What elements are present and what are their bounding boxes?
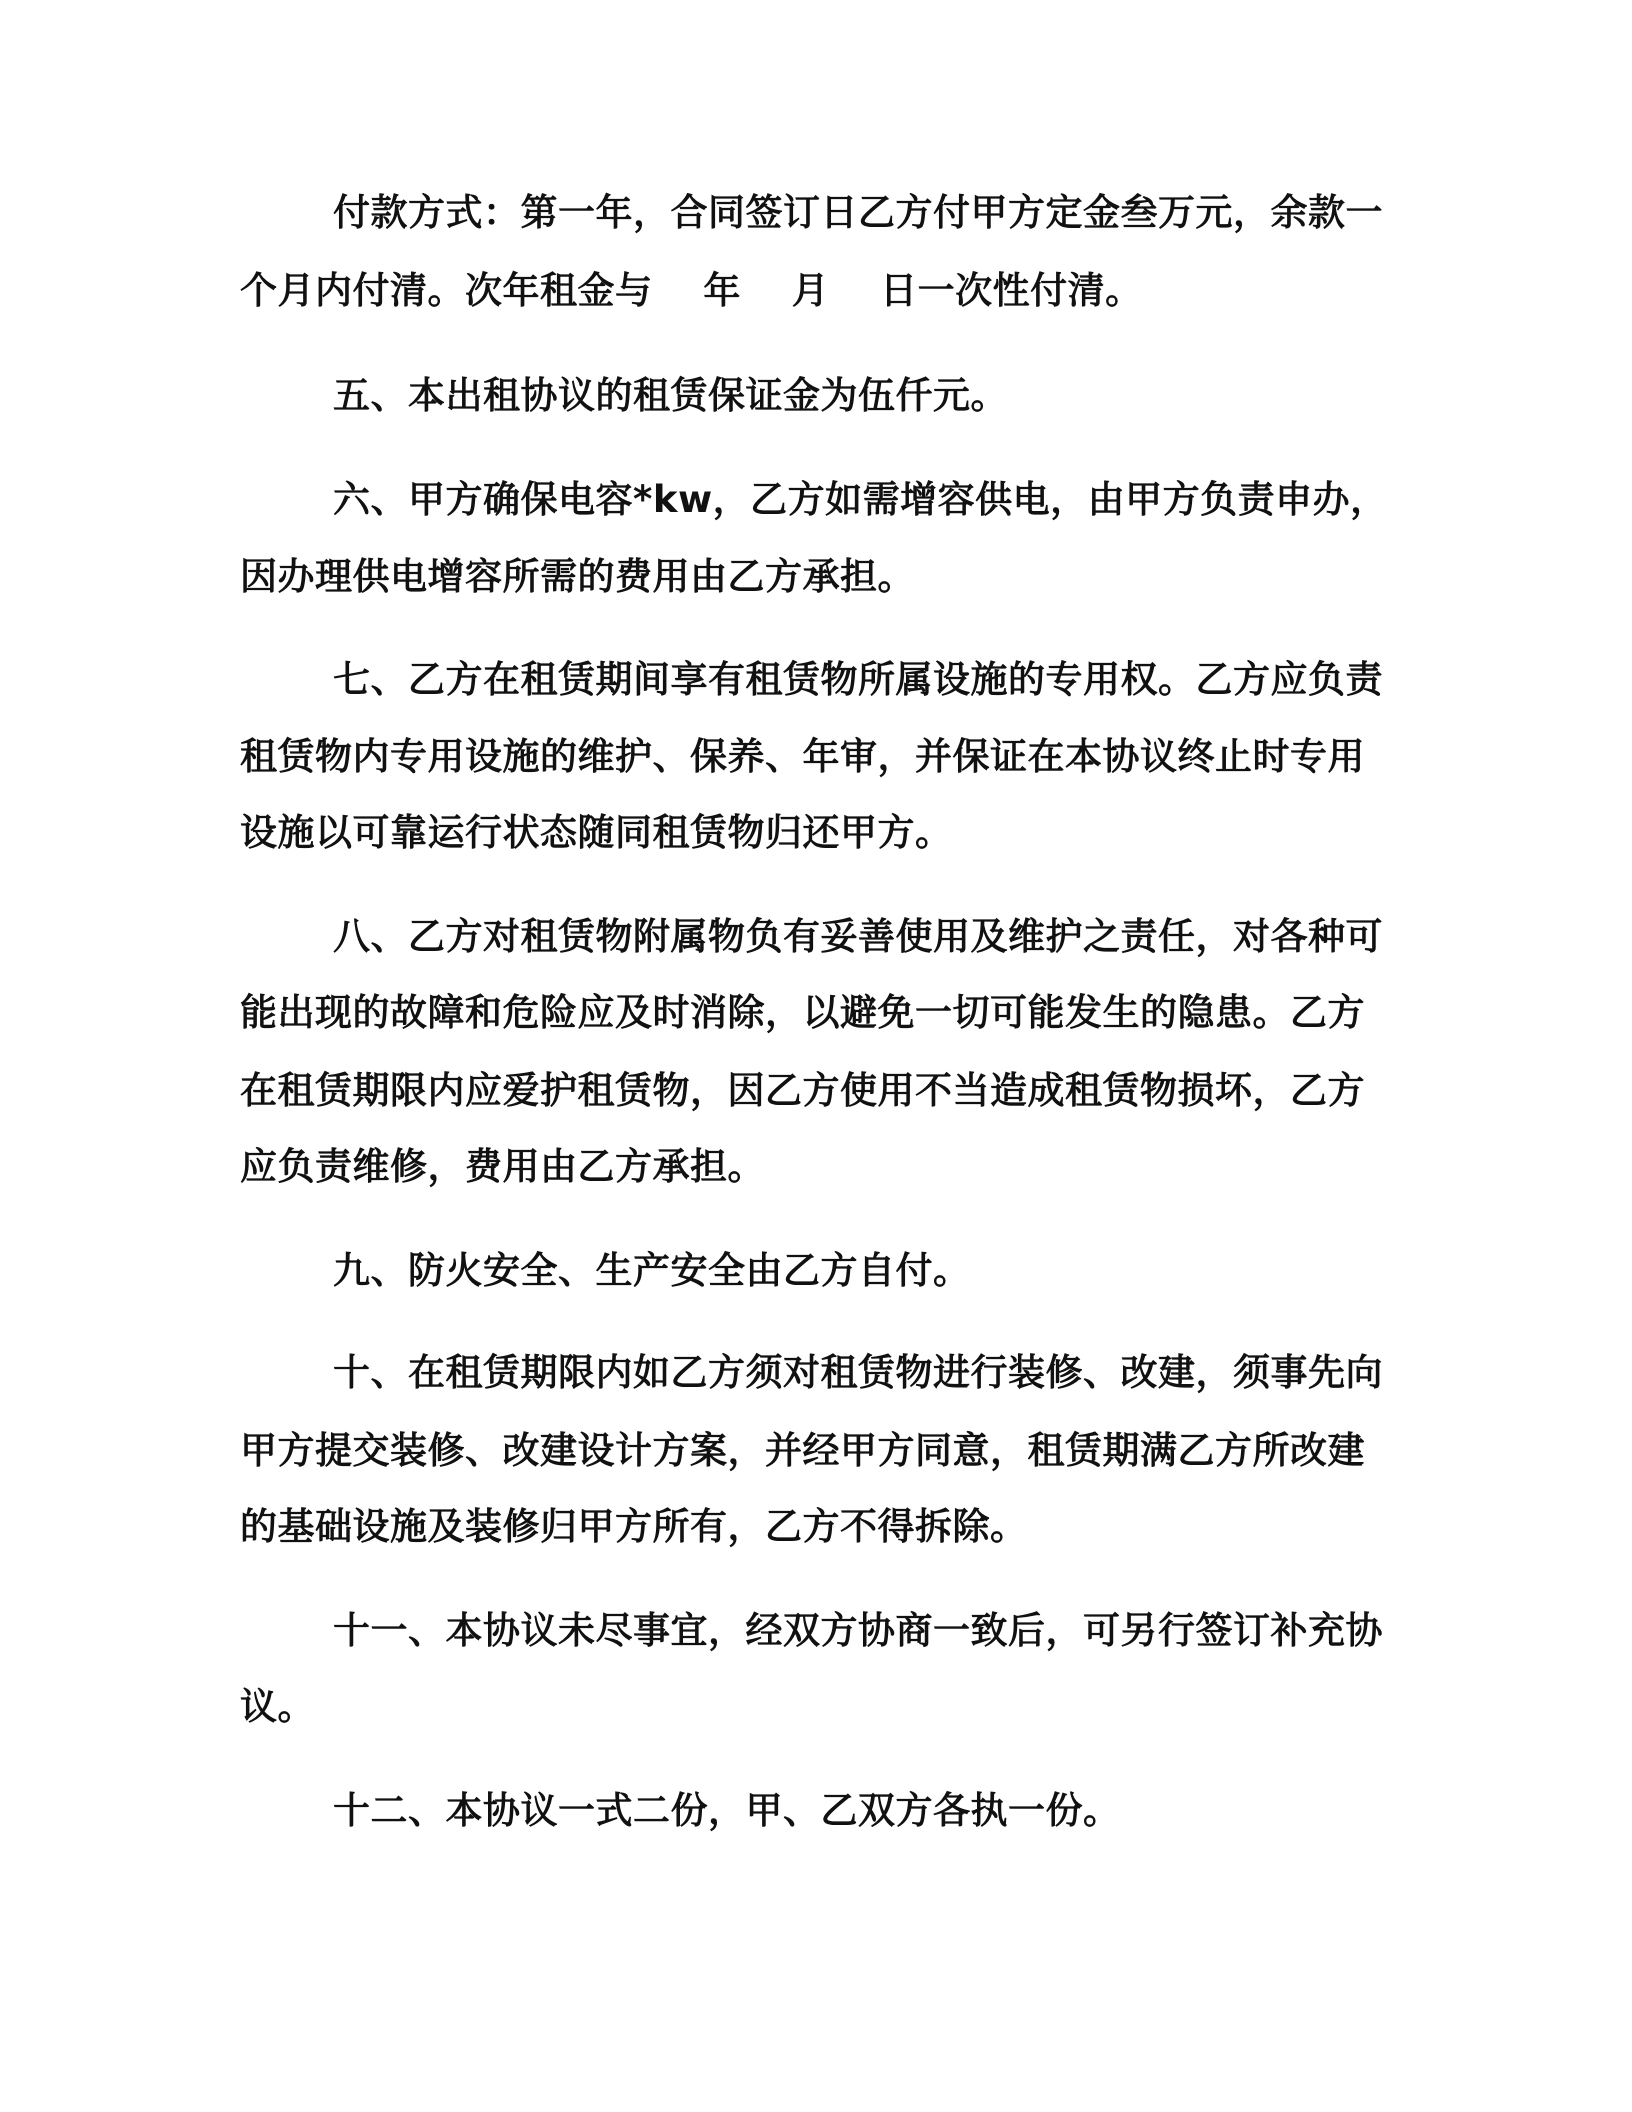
clause-10-line: 十、在租赁期限内如乙方须对租赁物进行装修、改建，须事先向: [333, 1351, 1383, 1394]
clause-10-line: 的基础设施及装修归甲方所有，乙方不得拆除。: [240, 1505, 1028, 1548]
clause-9: 九、防火安全、生产安全由乙方自付。: [333, 1249, 971, 1292]
clause-8-line: 八、乙方对租赁物附属物负有妥善使用及维护之责任，对各种可: [333, 915, 1383, 958]
clause-6-line: 因办理供电增容所需的费用由乙方承担。: [240, 555, 915, 598]
clause-8-line: 在租赁期限内应爱护租赁物，因乙方使用不当造成租赁物损坏，乙方: [240, 1069, 1365, 1112]
clause-6-line: 六、甲方确保电容*kw，乙方如需增容供电，由甲方负责申办，: [333, 478, 1388, 521]
clause-8-line: 应负责维修，费用由乙方承担。: [240, 1145, 765, 1188]
clause-7-line: 设施以可靠运行状态随同租赁物归还甲方。: [240, 811, 953, 854]
clause-11-line: 议。: [240, 1685, 315, 1728]
paragraph-payment-line: 个月内付清。次年租金与 年 月 日一次性付清。: [240, 269, 1143, 312]
clause-7-line: 租赁物内专用设施的维护、保养、年审，并保证在本协议终止时专用: [240, 735, 1365, 778]
clause-7-line: 七、乙方在租赁期间享有租赁物所属设施的专用权。乙方应负责: [333, 658, 1383, 701]
clause-12: 十二、本协议一式二份，甲、乙双方各执一份。: [333, 1789, 1121, 1832]
clause-10-line: 甲方提交装修、改建设计方案，并经甲方同意，租赁期满乙方所改建: [240, 1429, 1365, 1472]
paragraph-payment-line: 付款方式：第一年，合同签订日乙方付甲方定金叁万元，余款一: [333, 191, 1383, 234]
clause-5: 五、本出租协议的租赁保证金为伍仟元。: [333, 374, 1008, 417]
clause-11-line: 十一、本协议未尽事宜，经双方协商一致后，可另行签订补充协: [333, 1609, 1383, 1652]
clause-8-line: 能出现的故障和危险应及时消除，以避免一切可能发生的隐患。乙方: [240, 991, 1365, 1034]
